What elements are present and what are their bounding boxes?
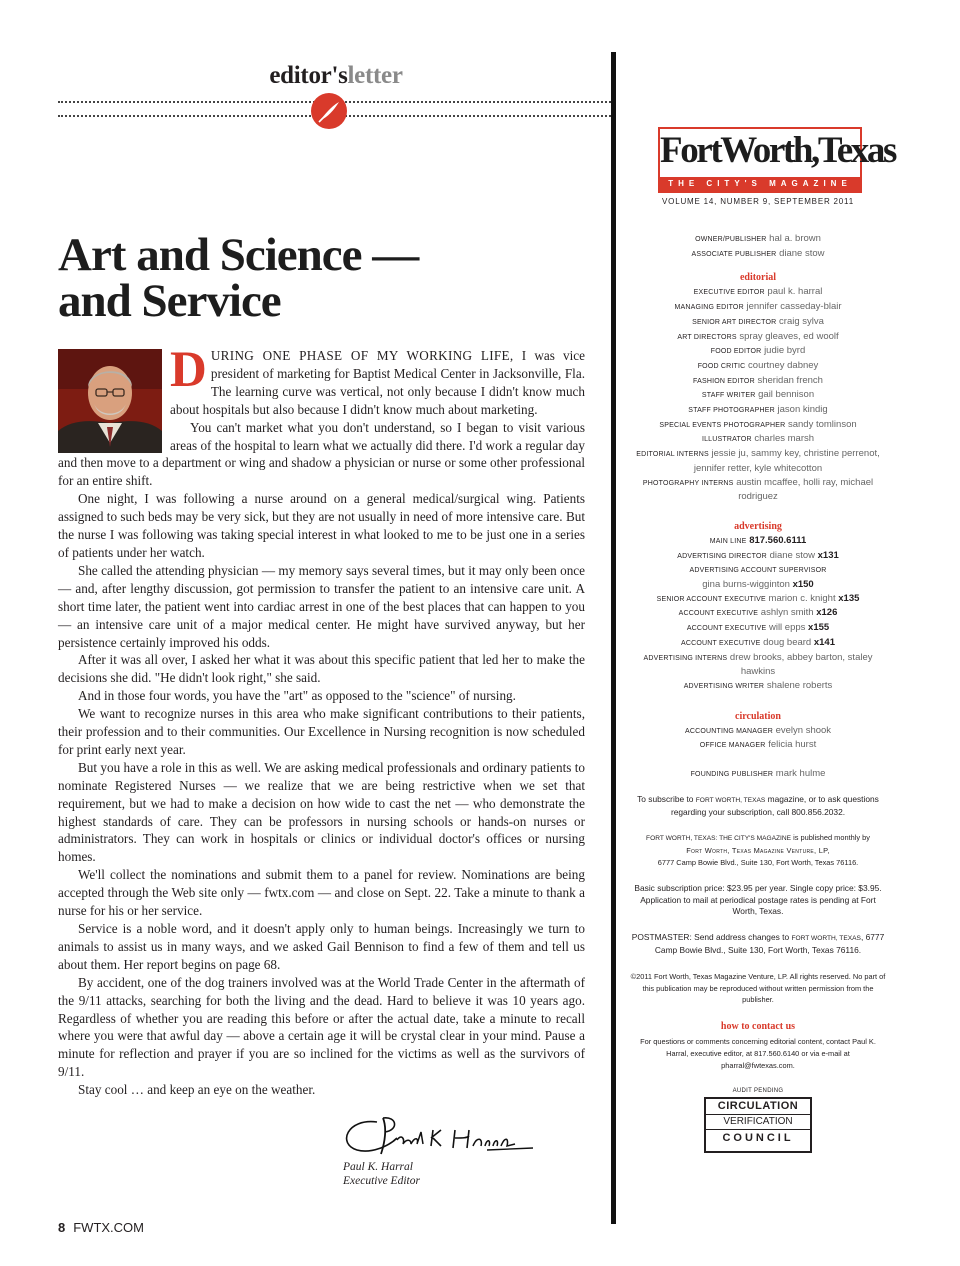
magazine-name: FORT WORTH, TEXAS xyxy=(791,935,861,943)
role: MANAGING EDITOR xyxy=(674,304,744,312)
paragraph: We want to recognize nurses in this area who make significant contributions to their patients, their profession and to their communities. Our Excellence in Nursing recognition is now scheduled for print early next year. xyxy=(58,706,585,757)
name: austin mcaffee, holli ray, michael rodriguez xyxy=(736,476,874,503)
masthead-line xyxy=(630,606,886,621)
paragraph: One night, I was following a nurse around on a general medical/surgical wing. Patients assigned to such beds may be very sick, but they are not usually in need of more intensive care. But the nurse I was following was taking special interest in what looked to me to be just one in a series of patients under her watch. xyxy=(58,491,585,560)
role: ILLUSTRATOR xyxy=(701,436,752,444)
masthead-line xyxy=(630,432,886,447)
role: ACCOUNT EXECUTIVE xyxy=(686,625,767,633)
masthead-line xyxy=(630,300,886,315)
copyright-note: ©2011 Fort Worth, Texas Magazine Venture, LP. All rights reserved. No part of this publication may be reproduced without written permission from the publisher. xyxy=(630,971,886,1005)
masthead-line xyxy=(630,285,886,300)
author-photo xyxy=(58,349,162,453)
masthead-line xyxy=(630,578,886,592)
masthead-line xyxy=(630,388,886,403)
masthead-line xyxy=(630,621,886,636)
extension: x135 xyxy=(838,592,860,604)
editorial-heading: editorial xyxy=(739,272,777,284)
masthead-line xyxy=(630,563,886,578)
role: SENIOR ART DIRECTOR xyxy=(692,318,777,326)
cvc-badge xyxy=(704,1097,812,1153)
paragraph: Service is a noble word, and it doesn't apply only to human beings. Increasingly we turn to animals to assist us in many ways, and we asked Gail Bennison to find a few of them and tell us about them. Her report begins on page 68. xyxy=(58,921,585,972)
page-number: 8 xyxy=(58,1220,66,1235)
section-header xyxy=(58,62,614,90)
name: gina burns-wigginton xyxy=(702,579,790,591)
name: jennifer casseday-blair xyxy=(746,301,842,313)
name: diane stow xyxy=(779,247,825,259)
role: EDITORIAL INTERNS xyxy=(636,451,709,459)
role: OFFICE MANAGER xyxy=(699,742,766,750)
masthead-line xyxy=(630,447,886,475)
name: mark hulme xyxy=(775,768,826,780)
masthead-line xyxy=(630,767,886,782)
masthead-line xyxy=(630,534,886,549)
page-folio xyxy=(58,1220,144,1235)
masthead-line xyxy=(630,651,886,679)
signature-title: Executive Editor xyxy=(343,1175,420,1187)
role: FOOD EDITOR xyxy=(710,348,762,356)
advertising-heading: advertising xyxy=(734,520,782,532)
masthead-line xyxy=(630,549,886,564)
name: marion c. knight xyxy=(768,592,836,604)
paragraph: And in those four words, you have the "art" as opposed to the "science" of nursing. xyxy=(78,688,516,704)
paragraph: By accident, one of the dog trainers involved was at the World Trade Center in the aftermath of the 9/11 attacks, searching for both the living and the dead. Hard to believe it was 10 years ago. Regardless of whether you are reading this before or after the actual date, take a minute to recall where you were that awful day — above a certain age it will be crystal clear in your mind. Pause a minute for reflection and prayer if you are so inclined for the victims as well as the survivors of 9/11. xyxy=(58,974,585,1080)
paragraph: Stay cool … and keep an eye on the weather. xyxy=(78,1082,316,1098)
publisher-name: Fort Worth, Texas Magazine Venture, LP, xyxy=(686,846,830,856)
masthead-line xyxy=(630,330,886,345)
signature-name: Paul K. Harral xyxy=(343,1161,413,1173)
role: ADVERTISING DIRECTOR xyxy=(677,552,767,560)
subscribe-text: magazine, or to ask questions regarding your subscription, call 800.856.2032. xyxy=(670,793,879,817)
column-divider xyxy=(611,52,616,1224)
magazine-name: FORT WORTH, TEXAS: THE CITY'S MAGAZINE xyxy=(646,835,792,843)
paragraph: She called the attending physician — my memory says several times, but it may only been once — and, after lengthy discussion, got permission to transfer the patient to an intensive care unit. A short time later, the patient went into cardiac arrest in one of the best places that can happen to you — an intensive care unit of a major medical center. He might have survived anyway, but her persistence certainly improved his odds. xyxy=(58,562,585,650)
name: gail bennison xyxy=(758,389,815,401)
name: jessie ju, sammy key, christine perrenot, jennifer retter, kyle whitecotton xyxy=(693,448,880,474)
extension: x155 xyxy=(808,622,830,634)
masthead-line xyxy=(630,232,886,247)
name: drew brooks, abbey barton, staley hawkins xyxy=(729,651,873,678)
extension: x131 xyxy=(817,549,839,561)
masthead-line xyxy=(630,344,886,359)
publication-note xyxy=(630,832,886,868)
publication-text: is published monthly by xyxy=(791,833,870,843)
name: evelyn shook xyxy=(775,724,832,736)
phone: 817.560.6111 xyxy=(749,534,807,546)
name: felicia hurst xyxy=(768,739,817,751)
name: doug beard xyxy=(763,636,812,648)
masthead-line xyxy=(630,738,886,753)
section-title-light: letter xyxy=(347,62,403,89)
logo-tagline: THE CITY'S MAGAZINE xyxy=(660,177,860,191)
signature-block xyxy=(343,1160,420,1188)
cvc-line-1: CIRCULATION xyxy=(706,1099,810,1115)
paragraph: After it was all over, I asked her what it was about this specific patient that led her to make the decisions she did. "He didn't look right," she said. xyxy=(58,652,585,686)
name: diane stow xyxy=(769,549,815,561)
lead-in: URING ONE PHASE OF MY WORKING LIFE, xyxy=(210,348,514,363)
name: craig sylva xyxy=(779,315,824,327)
postmaster-text: , 6777 Camp Bowie Blvd., Suite 130, Fort Worth, Texas 76116. xyxy=(654,932,885,955)
subscribe-text: To subscribe to xyxy=(637,793,696,804)
masthead-line xyxy=(630,418,886,433)
role: ADVERTISING ACCOUNT SUPERVISOR xyxy=(689,567,827,575)
name: ashlyn smith xyxy=(760,607,814,619)
name: shalene roberts xyxy=(766,679,833,691)
paragraph: We'll collect the nominations and submit them to a panel for review. Nominations are being accepted through the Web site only — fwtx.com — and close on Sept. 22. Take a minute to thank a nurse for his or her service. xyxy=(58,867,585,919)
masthead-line xyxy=(630,359,886,374)
magazine-logo xyxy=(658,127,895,193)
contact-note: For questions or comments concerning editorial content, contact Paul K. Harral, executive editor, at 817.560.6140 or via e-mail at pharral@fwtexas.com. xyxy=(640,1037,876,1070)
headline-line-1: Art and Science — xyxy=(58,229,419,281)
masthead-line xyxy=(630,315,886,330)
masthead-line xyxy=(630,476,886,504)
masthead-line xyxy=(630,374,886,389)
name: paul k. harral xyxy=(767,286,823,298)
site-name: FWTX.COM xyxy=(73,1220,144,1235)
role: ACCOUNT EXECUTIVE xyxy=(680,639,761,647)
role: FASHION EDITOR xyxy=(693,377,755,385)
name: hal a. brown xyxy=(769,233,821,244)
extension: x150 xyxy=(792,579,814,591)
publisher-address: 6777 Camp Bowie Blvd., Suite 130, Fort Worth, Texas 76116. xyxy=(657,857,859,867)
masthead-line xyxy=(630,724,886,739)
author-portrait-icon xyxy=(58,349,162,453)
postmaster-text: POSTMASTER: Send address changes to xyxy=(631,932,792,943)
name: spray gleaves, ed woolf xyxy=(739,330,839,342)
role: FOOD CRITIC xyxy=(697,362,746,370)
name: sandy tomlinson xyxy=(787,418,857,430)
section-title-dark: editor's xyxy=(269,62,348,89)
role: OWNER/PUBLISHER xyxy=(695,236,767,243)
role: ADVERTISING INTERNS xyxy=(643,654,728,662)
subscribe-note xyxy=(630,794,886,819)
role: ART DIRECTORS xyxy=(677,333,737,341)
postmaster-note xyxy=(630,932,886,957)
cvc-line-3: COUNCIL xyxy=(722,1132,794,1144)
price-note: Basic subscription price: $23.95 per year. Single copy price: $3.95. Application to mail at periodical postage rates is pending at Fort Worth, Texas. xyxy=(634,882,882,917)
quill-logo-icon xyxy=(311,93,347,129)
role: ACCOUNT EXECUTIVE xyxy=(678,610,759,618)
logo-title: FortWorth,Texas xyxy=(660,130,895,171)
role: SPECIAL EVENTS PHOTOGRAPHER xyxy=(659,421,786,429)
contact-heading: how to contact us xyxy=(720,1021,796,1033)
role: ACCOUNTING MANAGER xyxy=(684,727,773,735)
role: EXECUTIVE EDITOR xyxy=(693,289,765,297)
role: STAFF PHOTOGRAPHER xyxy=(688,407,775,415)
role: ADVERTISING WRITER xyxy=(683,682,765,690)
name: jason kindig xyxy=(777,404,828,416)
lead-text: I was vice president of marketing for Baptist Medical Center in Jacksonville, Fla. The learning curve was vertical, not only because I didn't know much about hospitals but also because I didn't know much about marketing. xyxy=(170,348,586,417)
drop-cap: D xyxy=(170,342,207,398)
extension: x126 xyxy=(816,607,838,619)
role: ASSOCIATE PUBLISHER xyxy=(691,250,777,258)
magazine-name: FORT WORTH, TEXAS xyxy=(695,796,766,804)
name: judie byrd xyxy=(764,345,806,357)
name: charles marsh xyxy=(754,433,815,445)
signature-icon xyxy=(337,1108,537,1160)
article-body xyxy=(58,342,586,1099)
audit-label: AUDIT PENDING xyxy=(732,1088,784,1094)
masthead xyxy=(630,232,886,1072)
role: STAFF WRITER xyxy=(701,392,756,400)
name: sheridan french xyxy=(757,374,823,386)
role: SENIOR ACCOUNT EXECUTIVE xyxy=(656,595,766,603)
extension: x141 xyxy=(813,636,835,648)
masthead-line xyxy=(630,592,886,607)
headline xyxy=(58,229,578,327)
role: PHOTOGRAPHY INTERNS xyxy=(642,479,734,487)
role: MAIN LINE xyxy=(709,537,747,545)
masthead-line xyxy=(630,247,886,262)
masthead-line xyxy=(630,679,886,694)
circulation-heading: circulation xyxy=(735,710,781,722)
paragraph: You can't market what you don't understand, so I began to visit various areas of the hospital to learn what we actually did there. I'd work a regular day and then move to a department or wing and shadow a physician or nurse or some other professional for an entire shift. xyxy=(58,419,585,489)
name: will epps xyxy=(768,622,806,634)
section-title xyxy=(269,62,402,89)
headline-line-2: and Service xyxy=(58,275,281,327)
masthead-line xyxy=(630,403,886,418)
cvc-line-2: VERIFICATION xyxy=(706,1115,810,1130)
quill-icon xyxy=(311,93,347,129)
name: courtney dabney xyxy=(748,359,819,371)
volume-info: VOLUME 14, NUMBER 9, SEPTEMBER 2011 xyxy=(662,197,854,206)
masthead-line xyxy=(630,636,886,651)
paragraph: But you have a role in this as well. We are asking medical professionals and ordinary patients to nominate Registered Nurses — we realize that we are being restrictive when we set that requirement, but we had to make a decision on how wide to cast the net — who demonstrate the highest standards of care. They can be professors in nursing schools or hands-on nurses or administrators. They can work in hospitals or clinics or individual doctor's offices or nursing homes. xyxy=(58,759,585,865)
role: FOUNDING PUBLISHER xyxy=(690,771,774,779)
